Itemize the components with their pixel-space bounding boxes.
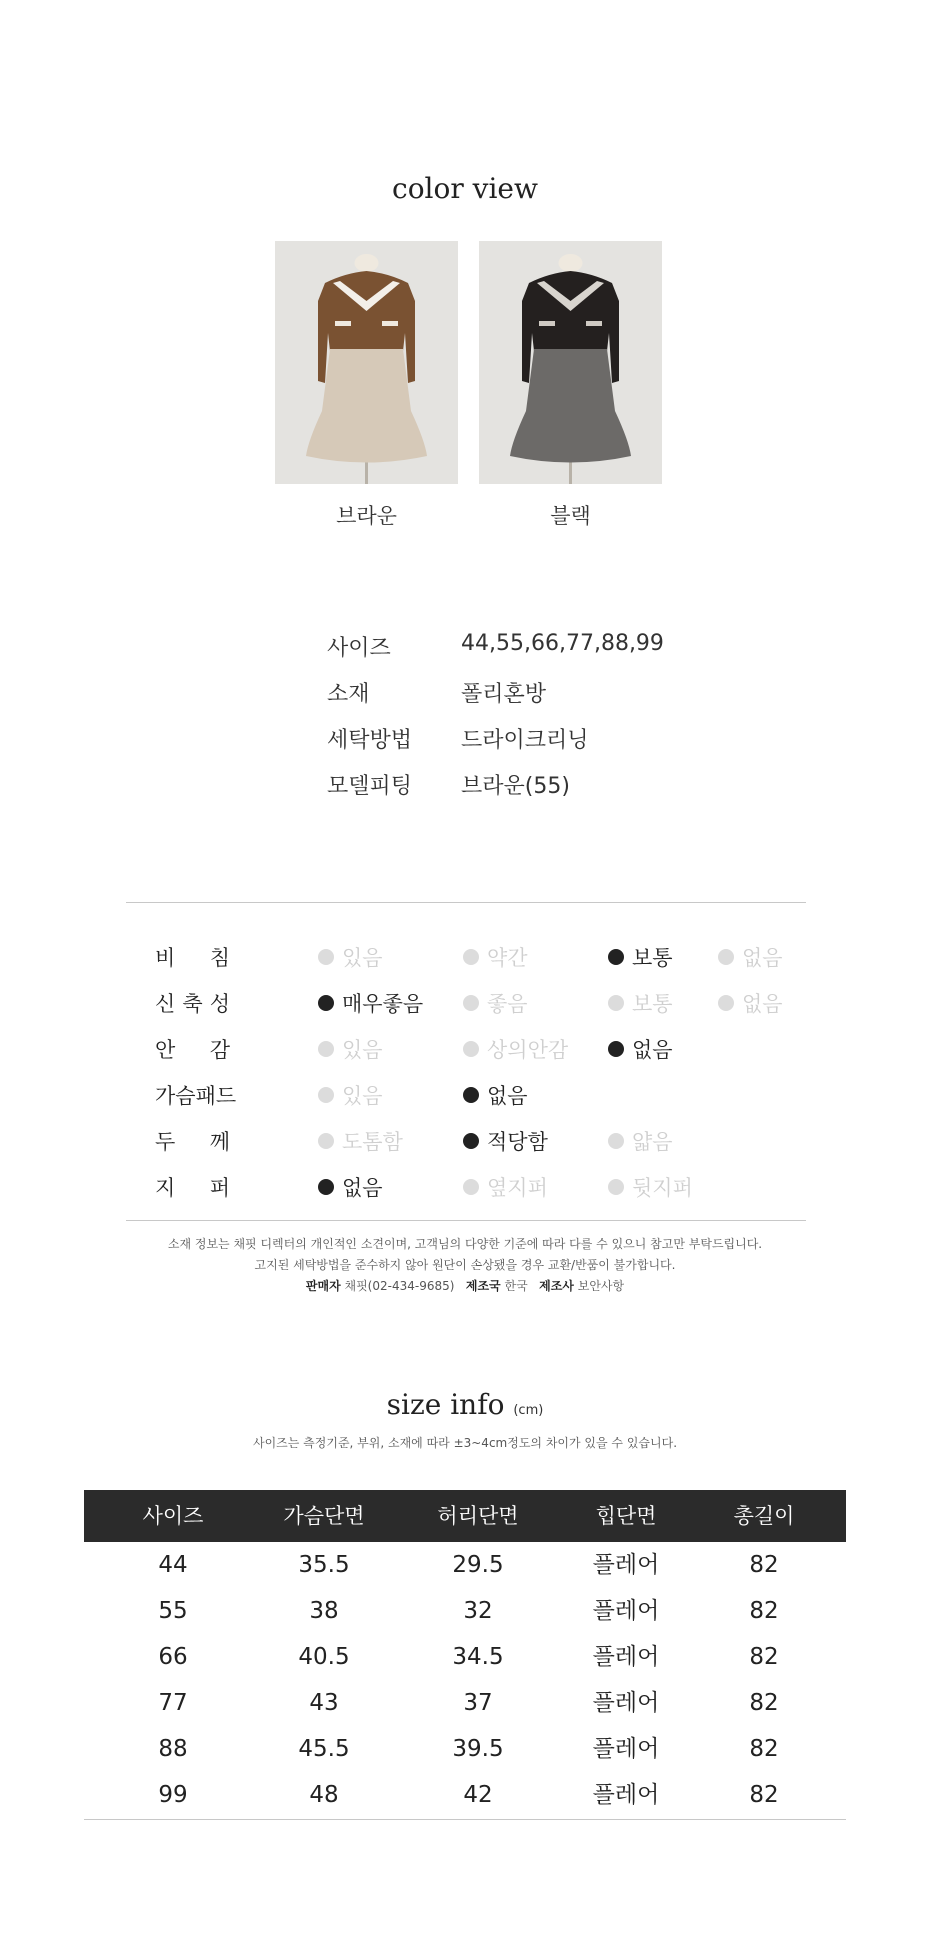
attribute-option-text: 좋음 bbox=[487, 992, 528, 1016]
attribute-option-text: 적당함 bbox=[487, 1130, 548, 1154]
size-table-cell: 42 bbox=[463, 1782, 493, 1808]
filled-dot-icon bbox=[318, 995, 334, 1011]
attribute-row bbox=[0, 1034, 930, 1066]
filled-dot-icon bbox=[318, 1179, 334, 1195]
attribute-option-text: 없음 bbox=[342, 1176, 383, 1200]
attribute-option bbox=[718, 942, 783, 972]
size-table-cell: 39.5 bbox=[452, 1736, 504, 1762]
size-table-cell: 40.5 bbox=[298, 1644, 350, 1670]
size-table-cell: 82 bbox=[749, 1690, 779, 1716]
size-table-bottom-border bbox=[84, 1819, 846, 1820]
size-table-cell: 82 bbox=[749, 1552, 779, 1578]
attribute-label-char: 신 bbox=[155, 992, 176, 1016]
attribute-option-selected bbox=[318, 1172, 383, 1202]
empty-dot-icon bbox=[608, 1179, 624, 1195]
filled-dot-icon bbox=[463, 1133, 479, 1149]
attribute-option-text: 약간 bbox=[487, 946, 528, 970]
attribute-option-text: 뒷지퍼 bbox=[632, 1176, 693, 1200]
attribute-option-text: 있음 bbox=[342, 1038, 383, 1062]
empty-dot-icon bbox=[608, 1133, 624, 1149]
attribute-option-text: 보통 bbox=[632, 946, 673, 970]
filled-dot-icon bbox=[463, 1087, 479, 1103]
table-row bbox=[84, 1542, 846, 1588]
size-table-cell: 35.5 bbox=[298, 1552, 350, 1578]
empty-dot-icon bbox=[318, 1041, 334, 1057]
attribute-option-text: 상의안감 bbox=[487, 1038, 569, 1062]
size-table-cell: 37 bbox=[463, 1690, 493, 1716]
empty-dot-icon bbox=[463, 995, 479, 1011]
attribute-option bbox=[608, 1126, 673, 1156]
attribute-label-char: 비 bbox=[155, 946, 176, 970]
attribute-option-text: 없음 bbox=[632, 1038, 673, 1062]
size-table-cell: 55 bbox=[158, 1598, 188, 1624]
attribute-label-char: 퍼 bbox=[209, 1176, 230, 1200]
attribute-row bbox=[0, 1080, 930, 1112]
size-table-header-cell: 가슴단면 bbox=[283, 1504, 365, 1528]
empty-dot-icon bbox=[718, 995, 734, 1011]
attribute-label-char: 지 bbox=[155, 1176, 176, 1200]
attribute-label bbox=[155, 942, 230, 972]
manufacturer-value: 보안사항 bbox=[577, 1279, 625, 1293]
size-table-cell: 66 bbox=[158, 1644, 188, 1670]
attribute-label-char: 성 bbox=[209, 992, 230, 1016]
color-view-title: color view bbox=[392, 172, 538, 205]
empty-dot-icon bbox=[463, 1179, 479, 1195]
attribute-option-text: 도톰함 bbox=[342, 1130, 403, 1154]
size-table-header bbox=[84, 1490, 846, 1542]
attribute-option bbox=[318, 1034, 383, 1064]
washing-note: 고지된 세탁방법을 준수하지 않아 원단이 손상됐을 경우 교환/반품이 불가합니다. bbox=[254, 1258, 676, 1272]
size-table-cell: 82 bbox=[749, 1644, 779, 1670]
seller-value: 채핏(02-434-9685) bbox=[344, 1279, 455, 1293]
size-table-cell: 48 bbox=[309, 1782, 339, 1808]
attribute-row bbox=[0, 1126, 930, 1158]
attribute-option bbox=[318, 1126, 403, 1156]
attribute-option-selected bbox=[608, 942, 673, 972]
empty-dot-icon bbox=[318, 1087, 334, 1103]
attribute-option-text: 없음 bbox=[487, 1084, 528, 1108]
size-info-note: 사이즈는 측정기준, 부위, 소재에 따라 ±3~4cm정도의 차이가 있을 수 있습니다. bbox=[252, 1436, 678, 1450]
table-row bbox=[84, 1680, 846, 1726]
attribute-option-text: 없음 bbox=[742, 992, 783, 1016]
empty-dot-icon bbox=[718, 949, 734, 965]
attribute-option-selected bbox=[608, 1034, 673, 1064]
size-table-cell: 38 bbox=[309, 1598, 339, 1624]
attribute-option bbox=[608, 1172, 693, 1202]
color-label-black: 블랙 bbox=[550, 504, 591, 528]
color-label-brown: 브라운 bbox=[336, 504, 397, 528]
attribute-option bbox=[318, 942, 383, 972]
attribute-label-char: 안 bbox=[155, 1038, 176, 1062]
brown-dress-photo[interactable] bbox=[275, 241, 458, 484]
material-note: 소재 정보는 채핏 디렉터의 개인적인 소견이며, 고객님의 다양한 기준에 따라 다를 수 있으니 참고만 부탁드립니다. bbox=[167, 1237, 763, 1251]
spec-key: 소재 bbox=[327, 682, 370, 707]
spec-key: 모델피팅 bbox=[327, 774, 413, 799]
size-table-cell: 플레어 bbox=[592, 1782, 660, 1808]
maker-value: 한국 bbox=[504, 1279, 528, 1293]
empty-dot-icon bbox=[318, 1133, 334, 1149]
seller-label: 판매자 bbox=[305, 1279, 341, 1293]
empty-dot-icon bbox=[463, 1041, 479, 1057]
size-table-cell: 45.5 bbox=[298, 1736, 350, 1762]
table-row bbox=[84, 1726, 846, 1772]
size-table bbox=[84, 1490, 846, 1818]
attribute-option-text: 옆지퍼 bbox=[487, 1176, 548, 1200]
size-info-unit: (cm) bbox=[513, 1403, 544, 1418]
size-info-title-text: size info bbox=[386, 1388, 505, 1421]
table-row bbox=[84, 1634, 846, 1680]
size-table-cell: 플레어 bbox=[592, 1736, 660, 1762]
attribute-row bbox=[0, 942, 930, 974]
empty-dot-icon bbox=[463, 949, 479, 965]
attribute-option-text: 있음 bbox=[342, 1084, 383, 1108]
attribute-label-char: 축 bbox=[182, 992, 203, 1016]
attribute-option bbox=[463, 1172, 548, 1202]
empty-dot-icon bbox=[608, 995, 624, 1011]
filled-dot-icon bbox=[608, 1041, 624, 1057]
divider-bottom bbox=[126, 1220, 806, 1221]
attribute-label-char: 께 bbox=[209, 1130, 230, 1154]
size-table-cell: 88 bbox=[158, 1736, 188, 1762]
table-row bbox=[84, 1588, 846, 1634]
size-table-cell: 82 bbox=[749, 1736, 779, 1762]
empty-dot-icon bbox=[318, 949, 334, 965]
attribute-row bbox=[0, 1172, 930, 1204]
attribute-label bbox=[155, 988, 230, 1018]
attribute-row bbox=[0, 988, 930, 1020]
divider-top bbox=[126, 902, 806, 903]
attribute-label-char: 두 bbox=[155, 1130, 176, 1154]
attribute-label bbox=[155, 1080, 245, 1110]
size-table-cell: 34.5 bbox=[452, 1644, 504, 1670]
attribute-label-char: 감 bbox=[209, 1038, 230, 1062]
attribute-option-selected bbox=[463, 1080, 528, 1110]
spec-value: 44,55,66,77,88,99 bbox=[461, 631, 664, 656]
table-row bbox=[84, 1772, 846, 1818]
attribute-option-selected bbox=[318, 988, 423, 1018]
attribute-option bbox=[318, 1080, 383, 1110]
size-table-cell: 44 bbox=[158, 1552, 188, 1578]
size-table-cell: 99 bbox=[158, 1782, 188, 1808]
attribute-option bbox=[463, 942, 528, 972]
size-table-header-cell: 총길이 bbox=[733, 1504, 795, 1528]
attribute-option bbox=[718, 988, 783, 1018]
size-table-cell: 77 bbox=[158, 1690, 188, 1716]
attribute-option bbox=[608, 988, 673, 1018]
attribute-option bbox=[463, 988, 528, 1018]
size-table-cell: 29.5 bbox=[452, 1552, 504, 1578]
size-table-cell: 43 bbox=[309, 1690, 339, 1716]
size-table-cell: 플레어 bbox=[592, 1644, 660, 1670]
size-table-cell: 82 bbox=[749, 1598, 779, 1624]
seller-info bbox=[0, 1277, 930, 1294]
filled-dot-icon bbox=[608, 949, 624, 965]
manufacturer-label: 제조사 bbox=[539, 1279, 574, 1293]
size-table-cell: 플레어 bbox=[592, 1552, 660, 1578]
attribute-label bbox=[155, 1172, 230, 1202]
size-table-header-cell: 허리단면 bbox=[437, 1504, 519, 1528]
attribute-label bbox=[155, 1034, 230, 1064]
size-table-header-cell: 사이즈 bbox=[142, 1504, 204, 1528]
spec-value: 브라운(55) bbox=[461, 774, 570, 799]
size-table-header-cell: 힙단면 bbox=[595, 1504, 657, 1528]
attribute-option-text: 얇음 bbox=[632, 1130, 673, 1154]
attribute-option-selected bbox=[463, 1126, 548, 1156]
black-dress-photo[interactable] bbox=[479, 241, 662, 484]
attribute-option-text: 매우좋음 bbox=[342, 992, 424, 1016]
attribute-option-text: 있음 bbox=[342, 946, 383, 970]
attribute-option-text: 보통 bbox=[632, 992, 673, 1016]
size-info-title bbox=[0, 1388, 930, 1421]
attribute-option bbox=[463, 1034, 568, 1064]
size-table-cell: 플레어 bbox=[592, 1690, 660, 1716]
spec-key: 세탁방법 bbox=[327, 728, 413, 753]
size-table-cell: 32 bbox=[463, 1598, 493, 1624]
attribute-label-char: 가슴패드 bbox=[155, 1084, 237, 1108]
spec-value: 드라이크리닝 bbox=[461, 728, 589, 753]
attribute-option-text: 없음 bbox=[742, 946, 783, 970]
spec-key: 사이즈 bbox=[327, 636, 391, 661]
size-table-cell: 82 bbox=[749, 1782, 779, 1808]
spec-value: 폴리혼방 bbox=[461, 682, 547, 707]
maker-label: 제조국 bbox=[465, 1279, 501, 1293]
size-table-cell: 플레어 bbox=[592, 1598, 660, 1624]
attribute-label bbox=[155, 1126, 230, 1156]
attribute-label-char: 침 bbox=[209, 946, 230, 970]
